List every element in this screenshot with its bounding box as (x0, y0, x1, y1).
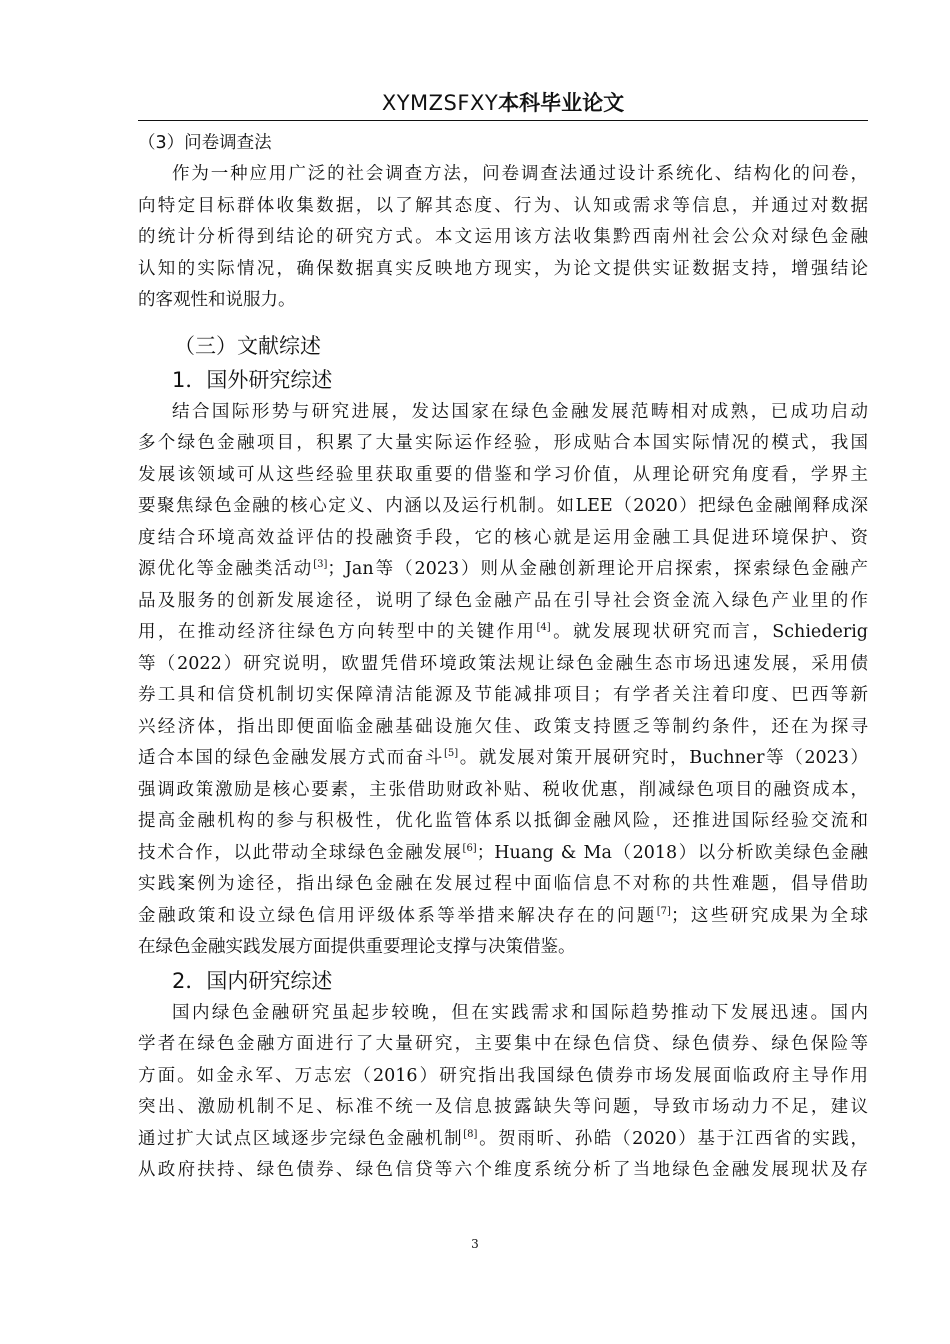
subsection-title-foreign: 1．国外研究综述 (172, 367, 333, 392)
paragraph-line: 兴经济体，指出即便面临金融基础设施欠佳、政策支持匮乏等制约条件，还在为探寻 (138, 716, 868, 737)
paragraph-line: 多个绿色金融项目，积累了大量实际运作经验，形成贴合本国实际情况的模式，我国 (138, 433, 868, 453)
paragraph-line: 的客观性和说服力。 (138, 290, 296, 310)
citation-ref: [8] (463, 1128, 478, 1140)
body-text (138, 128, 868, 1187)
header-title: 本科毕业论文 (498, 91, 625, 115)
paragraph-line (138, 838, 868, 870)
paragraph-line: 提高金融机构的参与积极性，优化监管体系以抵御金融风险，还推进国际经验交流和 (138, 811, 868, 831)
paragraph-line: 实践案例为途径，指出绿色金融在发展过程中面临信息不对称的共性难题，倡导借助 (138, 874, 868, 894)
paragraph-line: 等（2022）研究说明，欧盟凭借环境政策法规让绿色金融生态市场迅速发展，采用债 (138, 653, 868, 674)
paragraph-line: 向特定目标群体收集数据，以了解其态度、行为、认知或需求等信息，并通过对数据 (138, 195, 868, 216)
paragraph-line: 度结合环境高效益评估的投融资手段，它的核心就是运用金融工具促进环境保护、资 (138, 527, 868, 548)
paragraph-line: 认知的实际情况，确保数据真实反映地方现实，为论文提供实证数据支持，增强结论 (138, 258, 868, 279)
section-title-literature-review: （三）文献综述 (174, 333, 321, 358)
subsection-title-domestic: 2．国内研究综述 (172, 968, 333, 993)
line-segment: ；这些研究成果为全球 (670, 905, 868, 926)
method3-heading: （3）问卷调查法 (138, 133, 272, 153)
paragraph-line: 在绿色金融实践发展方面提供重要理论支撑与决策借鉴。 (138, 937, 576, 957)
line-segment: ；Jan等（2023）则从金融创新理论开启探索，探索绿色金融产 (327, 559, 868, 579)
line-segment: 用，在推动经济往绿色方向转型中的关键作用 (138, 622, 537, 642)
paragraph-line: 国内绿色金融研究虽起步较晚，但在实践需求和国际趋势推动下发展迅速。国内 (172, 1002, 868, 1023)
citation-ref: [3] (313, 559, 328, 571)
page-number: 3 (471, 1237, 479, 1251)
paragraph-line (138, 743, 868, 775)
paragraph-line: 作为一种应用广泛的社会调查方法，问卷调查法通过设计系统化、结构化的问卷， (172, 164, 868, 184)
line-segment: 源优化等金融类活动 (138, 559, 314, 579)
line-segment: 。就发展对策开展研究时，Buchner等（2023） (458, 748, 868, 768)
line-segment: 技术合作，以此带动全球绿色金融发展 (138, 842, 463, 863)
paragraph-line: 券工具和信贷机制切实保障清洁能源及节能减排项目；有学者关注着印度、巴西等新 (138, 685, 868, 705)
paragraph-line (138, 554, 868, 586)
paragraph-line: 要聚焦绿色金融的核心定义、内涵以及运行机制。如LEE（2020）把绿色金融阐释成深 (138, 496, 868, 516)
paragraph-line: 结合国际形势与研究进展，发达国家在绿色金融发展范畴相对成熟，已成功启动 (172, 401, 868, 422)
citation-ref: [6] (462, 842, 477, 854)
paragraph-line: 强调政策激励是核心要素，主张借助财政补贴、税收优惠，削减绿色项目的融资成本， (138, 779, 868, 800)
line-segment: 。就发展现状研究而言，Schiederig (550, 622, 868, 642)
line-segment: 通过扩大试点区域逐步完绿色金融机制 (138, 1128, 464, 1149)
paragraph-line: 品及服务的创新发展途径，说明了绿色金融产品在引导社会资金流入绿色产业里的作 (138, 590, 868, 611)
paragraph-line: 方面。如金永军、万志宏（2016）研究指出我国绿色债券市场发展面临政府主导作用 (138, 1065, 868, 1086)
paragraph-line (138, 617, 868, 649)
spacer (138, 317, 868, 325)
paragraph-line: 的统计分析得到结论的研究方式。本文运用该方法收集黔西南州社会公众对绿色金融 (138, 227, 868, 247)
page-header (138, 86, 868, 121)
paragraph-line: 突出、激励机制不足、标准不统一及信息披露缺失等问题，导致市场动力不足，建议 (138, 1097, 868, 1117)
header-latin-text: XYMZSFXY (381, 91, 499, 115)
paragraph-line (138, 1124, 868, 1156)
line-segment: 。贺雨昕、孙皓（2020）基于江西省的实践， (477, 1128, 868, 1149)
citation-ref: [4] (536, 622, 551, 634)
paragraph-line: 发展该领域可从这些经验里获取重要的借鉴和学习价值，从理论研究角度看，学界主 (138, 464, 868, 485)
line-segment: 金融政策和设立绿色信用评级体系等举措来解决存在的问题 (138, 905, 657, 926)
paragraph-line (138, 901, 868, 933)
line-segment: ；Huang & Ma（2018）以分析欧美绿色金融 (476, 842, 868, 863)
citation-ref: [5] (443, 748, 459, 760)
paragraph-line: 从政府扶持、绿色债券、绿色信贷等六个维度系统分析了当地绿色金融发展现状及存 (138, 1160, 868, 1180)
paragraph-line: 学者在绿色金融方面进行了大量研究，主要集中在绿色信贷、绿色债券、绿色保险等 (138, 1034, 868, 1054)
citation-ref: [7] (656, 905, 671, 917)
line-segment: 适合本国的绿色金融发展方式而奋斗 (138, 748, 444, 768)
